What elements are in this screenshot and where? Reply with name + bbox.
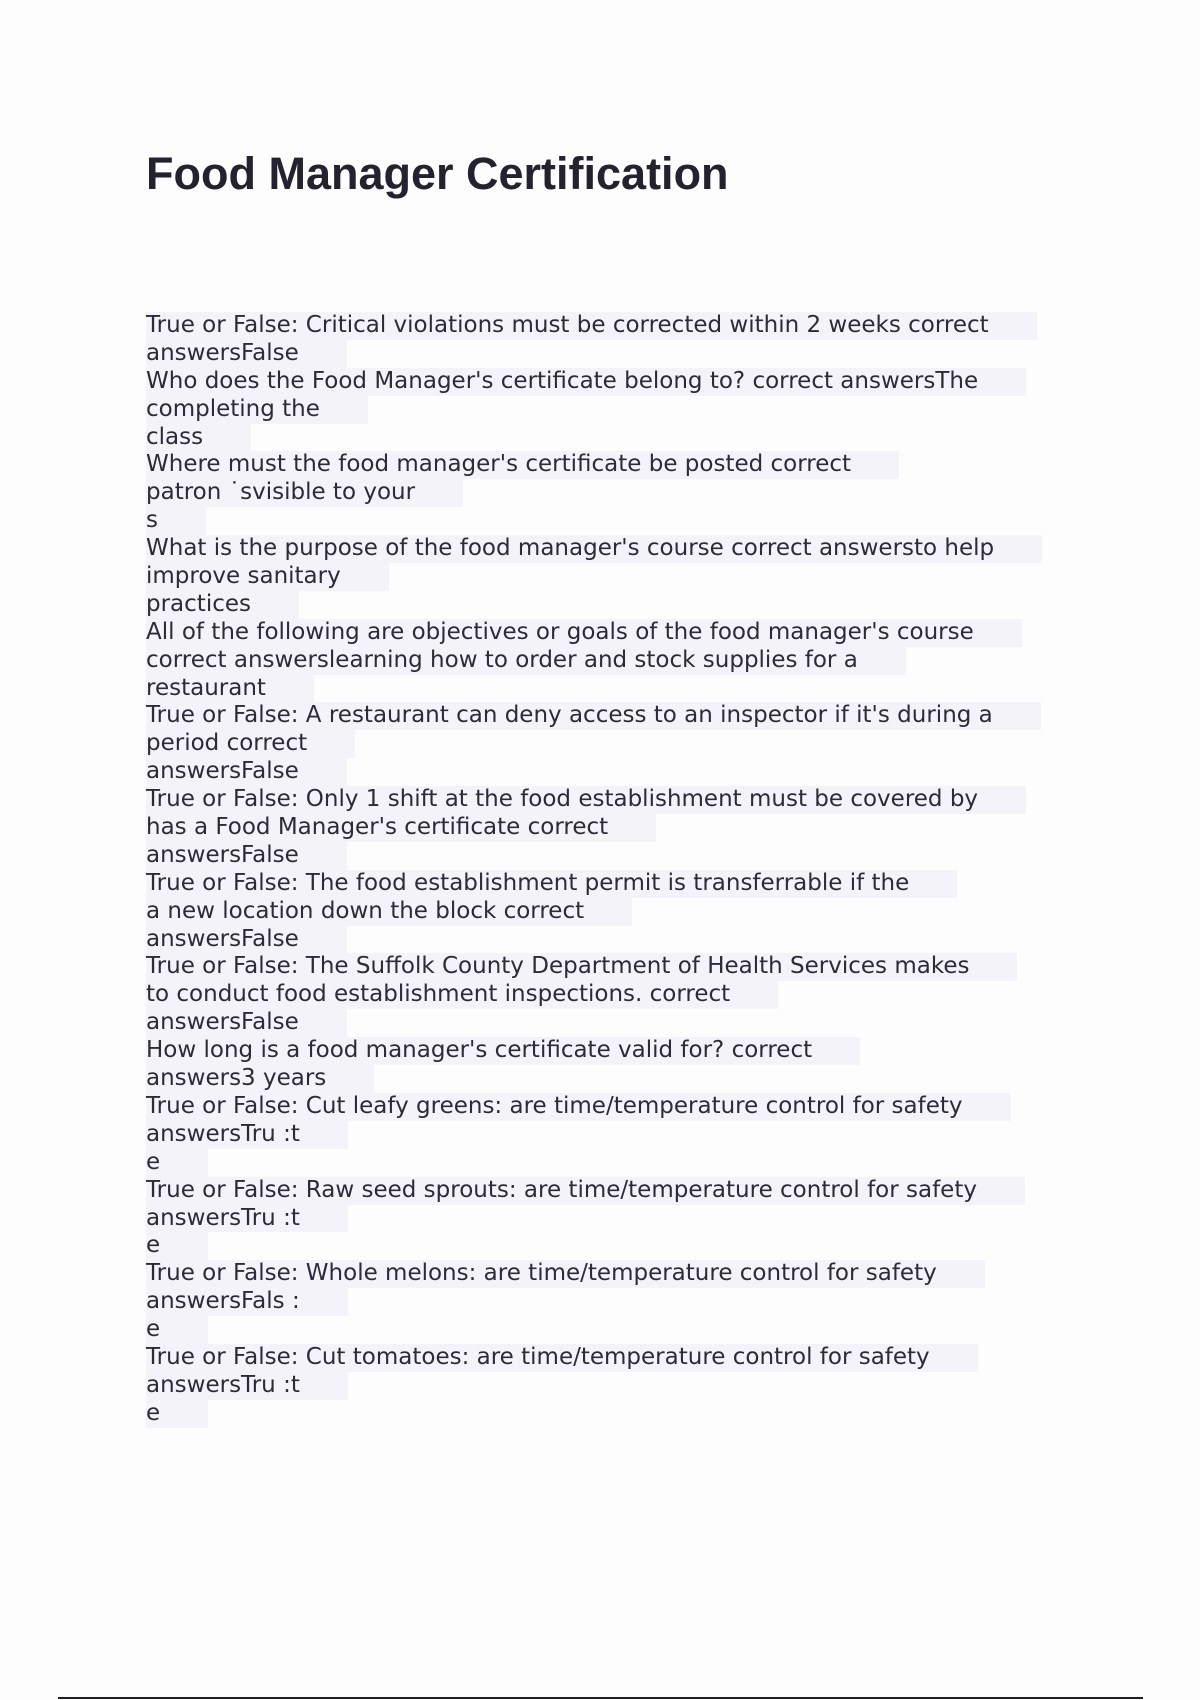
qa-line: answersFalse [146,842,347,870]
qa-line: answersFalse [146,1009,347,1037]
qa-line: True or False: Raw seed sprouts: are time/temperature control for safety [146,1177,1025,1205]
qa-line: How long is a food manager's certificate valid for? correct [146,1037,860,1065]
qa-line: answersTru :t [146,1205,348,1233]
qa-item [146,870,1086,954]
qa-line: answersFals : [146,1288,348,1316]
qa-line: e [146,1316,208,1344]
qa-line: True or False: Cut tomatoes: are time/temperature control for safety [146,1344,978,1372]
qa-item [146,368,1086,452]
qa-line: Who does the Food Manager's certificate belong to? correct answersThe [146,368,1026,396]
qa-item [146,1344,1086,1428]
qa-item [146,1037,1086,1093]
qa-item [146,786,1086,870]
qa-item [146,702,1086,786]
qa-line: True or False: Critical violations must be corrected within 2 weeks correct [146,312,1037,340]
qa-line: has a Food Manager's certificate correct [146,814,656,842]
qa-line: answersFalse [146,340,347,368]
qa-line: True or False: Cut leafy greens: are time/temperature control for safety [146,1093,1011,1121]
qa-item [146,953,1086,1037]
qa-line: e [146,1400,208,1428]
qa-line: e [146,1149,208,1177]
qa-item [146,312,1086,368]
qa-line: a new location down the block correct [146,898,632,926]
qa-line: True or False: A restaurant can deny access to an inspector if it's during a [146,702,1041,730]
qa-line: s [146,507,206,535]
qa-line: to conduct food establishment inspections. correct [146,981,778,1009]
qa-line: What is the purpose of the food manager's course correct answersto help [146,535,1042,563]
qa-line: answers3 years [146,1065,374,1093]
qa-line: answersFalse [146,926,347,954]
qa-line: answersFalse [146,758,347,786]
qa-line: answersTru :t [146,1372,348,1400]
qa-line: practices [146,591,299,619]
document-title: Food Manager Certification [146,148,729,199]
qa-line: Where must the food manager's certificate be posted correct [146,451,899,479]
qa-line: e [146,1232,208,1260]
qa-item [146,535,1086,619]
qa-line: True or False: The food establishment permit is transferrable if the [146,870,957,898]
qa-item [146,1177,1086,1261]
qa-line: correct answerslearning how to order and stock supplies for a [146,647,906,675]
qa-line: True or False: Whole melons: are time/temperature control for safety [146,1260,985,1288]
qa-line: period correct [146,730,355,758]
question-answer-list [146,312,1086,1428]
qa-line: class [146,424,251,452]
qa-item [146,451,1086,535]
qa-line: completing the [146,396,368,424]
qa-line: All of the following are objectives or goals of the food manager's course [146,619,1022,647]
qa-line: patron ˙svisible to your [146,479,463,507]
qa-item [146,1260,1086,1344]
qa-line: True or False: The Suffolk County Department of Health Services makes [146,953,1017,981]
qa-item [146,1093,1086,1177]
footer-divider [58,1697,1143,1699]
qa-item [146,619,1086,703]
qa-line: restaurant [146,675,314,703]
qa-line: True or False: Only 1 shift at the food establishment must be covered by [146,786,1026,814]
qa-line: answersTru :t [146,1121,348,1149]
qa-line: improve sanitary [146,563,389,591]
